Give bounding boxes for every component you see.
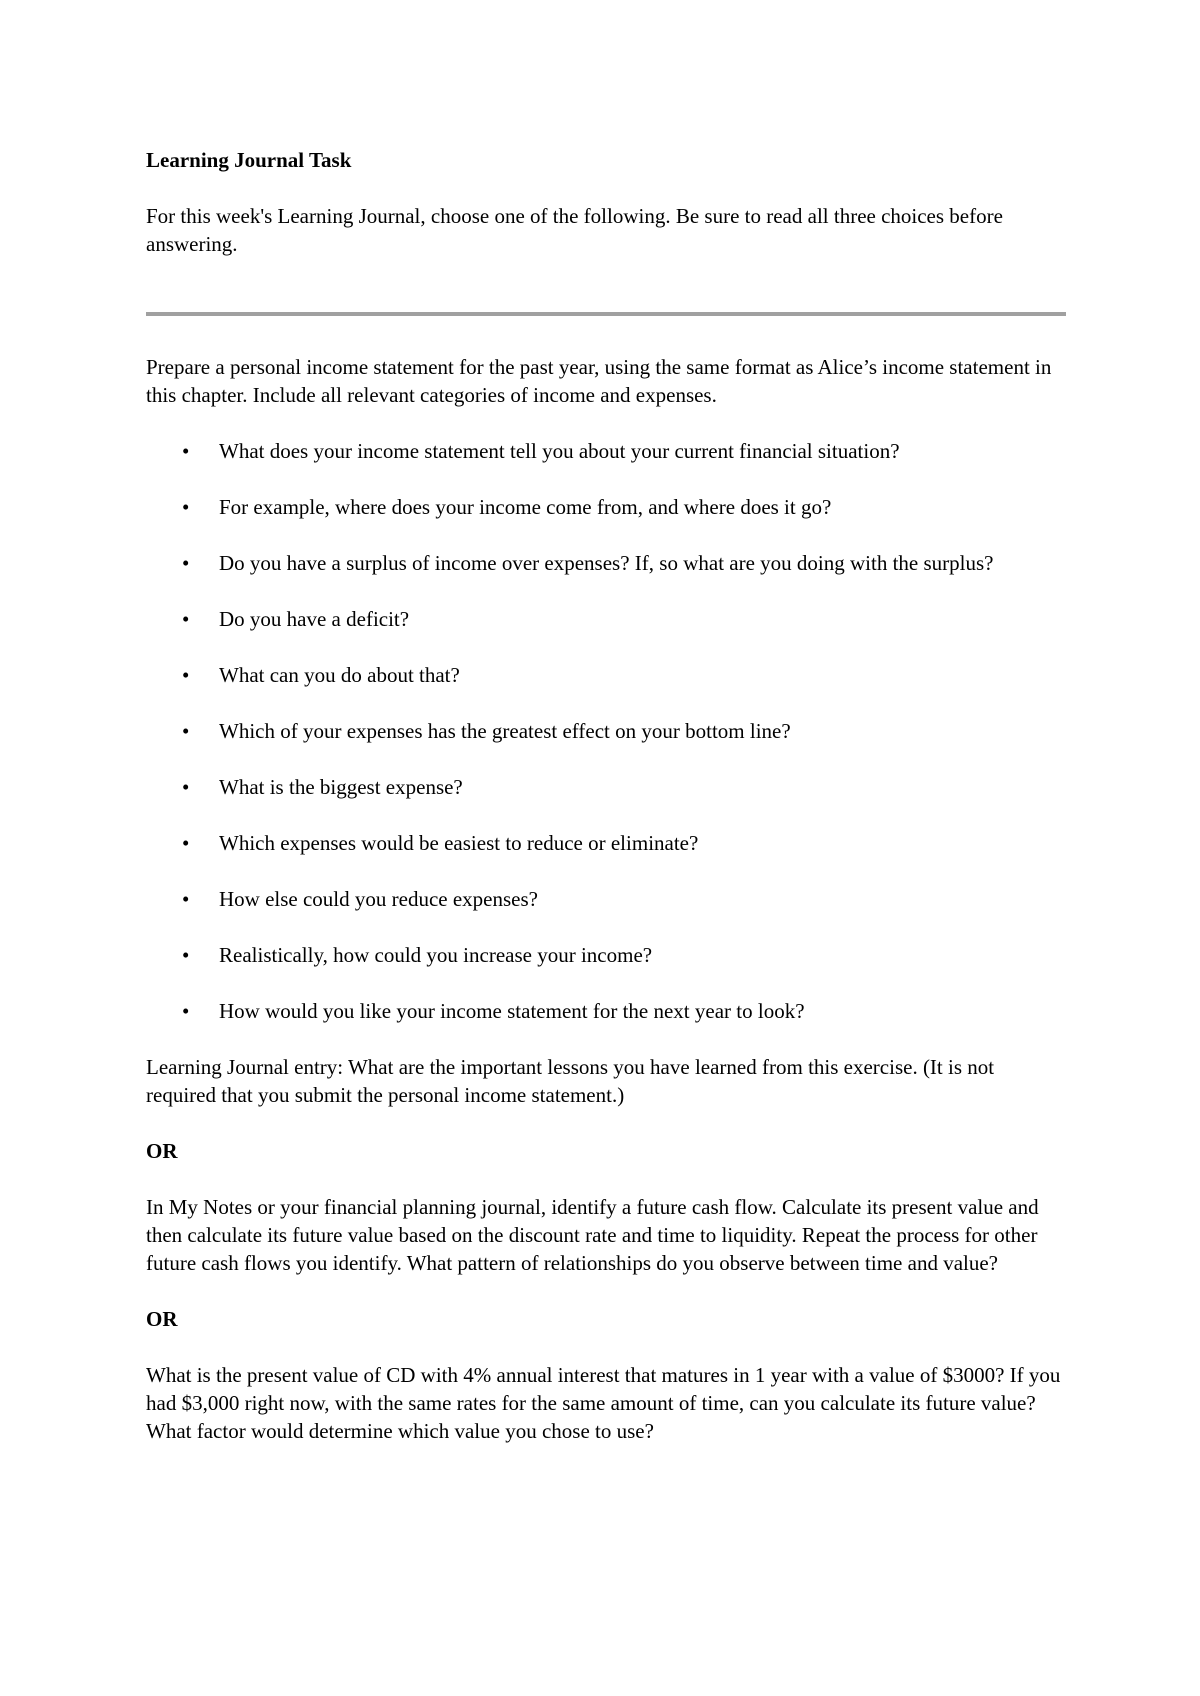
bullet-icon: • [182,943,190,967]
question-list [146,437,1066,1025]
question-text: What can you do about that? [219,663,460,687]
bullet-icon: • [182,663,190,687]
list-item [146,717,1066,745]
question-text: For example, where does your income come from, and where does it go? [219,495,832,519]
option1-prompt: Prepare a personal income statement for the past year, using the same format as Alice’s income statement in this chapter. Include all relevant categories of income and expenses. [146,355,1052,407]
bullet-icon: • [182,719,190,743]
option2-paragraph: In My Notes or your financial planning journal, identify a future cash flow. Calculate its present value and then calculate its future value based on the discount rate and time to liquidity. Repeat the process for other future cash flows you identify. What pattern of relationships do you observe between time and value? [146,1195,1039,1275]
question-text: Which expenses would be easiest to reduce or eliminate? [219,831,699,855]
list-item [146,605,1066,633]
list-item [146,997,1066,1025]
list-item [146,437,1066,465]
list-item [146,549,1066,577]
horizontal-divider [146,312,1066,316]
option3-paragraph: What is the present value of CD with 4% annual interest that matures in 1 year with a value of $3000? If you had $3,000 right now, with the same rates for the same amount of time, can you calculate its future value? What factor would determine which value you chose to use? [146,1363,1061,1443]
list-item [146,829,1066,857]
question-text: Do you have a deficit? [219,607,410,631]
question-text: What does your income statement tell you about your current financial situation? [219,439,900,463]
intro-paragraph: For this week's Learning Journal, choose one of the following. Be sure to read all three choices before answering. [146,204,1003,256]
list-item [146,885,1066,913]
journal-entry-paragraph: Learning Journal entry: What are the important lessons you have learned from this exercise. (It is not required that you submit the personal income statement.) [146,1055,995,1107]
bullet-icon: • [182,607,190,631]
question-text: Do you have a surplus of income over expenses? If, so what are you doing with the surplus? [219,551,994,575]
list-item [146,941,1066,969]
bullet-icon: • [182,775,190,799]
bullet-icon: • [182,495,190,519]
document-content [146,146,1066,1445]
document-title: Learning Journal Task [146,148,352,172]
question-text: How else could you reduce expenses? [219,887,538,911]
or-separator-1: OR [146,1139,178,1163]
list-item [146,493,1066,521]
bullet-icon: • [182,439,190,463]
bullet-icon: • [182,831,190,855]
question-text: What is the biggest expense? [219,775,463,799]
question-text: Which of your expenses has the greatest effect on your bottom line? [219,719,791,743]
or-separator-2: OR [146,1307,178,1331]
bullet-icon: • [182,551,190,575]
list-item [146,661,1066,689]
question-text: Realistically, how could you increase your income? [219,943,653,967]
bullet-icon: • [182,999,190,1023]
list-item [146,773,1066,801]
question-text: How would you like your income statement for the next year to look? [219,999,805,1023]
bullet-icon: • [182,887,190,911]
